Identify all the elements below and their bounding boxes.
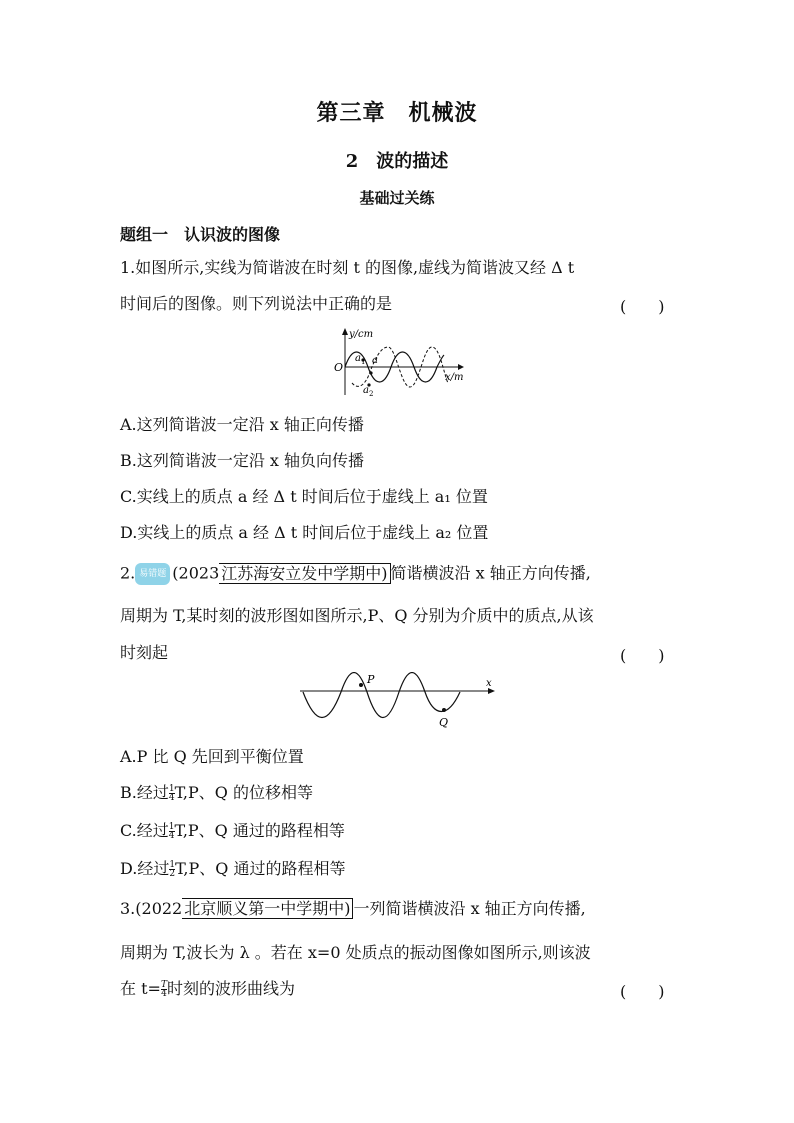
q1-option-a: A.这列简谐波一定沿 x 轴正向传播 xyxy=(120,415,364,434)
section-title: 2 波的描述 xyxy=(345,151,449,172)
q2-x-label: x xyxy=(486,678,492,689)
q2-point-p xyxy=(359,683,363,687)
q1-a1-label: a xyxy=(355,353,361,364)
q2-option-c-pre: C.经过 xyxy=(120,821,169,840)
q1-y-label: y/cm xyxy=(349,329,374,340)
q3-line3-pre: 在 t= xyxy=(120,979,161,998)
q2-wave-figure xyxy=(298,672,498,732)
fraction-denominator: 4 xyxy=(161,989,167,999)
fraction-denominator: 4 xyxy=(168,831,175,841)
q2-option-c xyxy=(120,818,345,841)
q2-answer-paren: ( ) xyxy=(620,646,665,665)
fraction-denominator: 4 xyxy=(168,793,175,803)
q2-option-d xyxy=(120,856,345,879)
q2-wave xyxy=(303,673,460,718)
q3-source-school: 北京顺义第一中学期中) xyxy=(182,898,353,919)
q2-tag-badge: 易错题 xyxy=(135,563,170,585)
q2-p-label: P xyxy=(367,673,375,686)
q2-option-d-pre: D.经过 xyxy=(120,859,170,878)
q2-line1-rest: 简谐横波沿 x 轴正方向传播, xyxy=(390,563,591,583)
q2-source-school: 江苏海安立发中学期中) xyxy=(219,563,390,584)
q1-option-b: B.这列简谐波一定沿 x 轴负向传播 xyxy=(120,451,365,470)
q3-line2: 周期为 T,波长为 λ 。若在 x=0 处质点的振动图像如图所示,则该波 xyxy=(120,943,591,962)
q3-line1 xyxy=(120,899,586,919)
q2-line3: 时刻起 xyxy=(120,643,169,662)
fraction-denominator: 2 xyxy=(169,869,176,879)
fraction-numerator: 1 xyxy=(168,822,175,832)
q2-number: 2. xyxy=(120,563,136,583)
q1-x-label: x/m xyxy=(445,372,464,383)
q1-a-label: a xyxy=(372,355,378,366)
q3-answer-paren: ( ) xyxy=(620,982,665,1001)
q3-line3 xyxy=(120,979,295,999)
q1-point-a xyxy=(369,371,372,374)
chapter-title: 第三章 机械波 xyxy=(316,100,478,126)
q1-answer-paren: ( ) xyxy=(620,297,665,316)
fraction-numerator: 1 xyxy=(169,860,176,870)
q2-line1 xyxy=(120,563,591,585)
q2-source-year: (2023 xyxy=(172,563,220,583)
q3-line3-post: 时刻的波形曲线为 xyxy=(166,979,295,998)
q2-option-b-post: T,P、Q 的位移相等 xyxy=(174,783,313,802)
fraction-numerator: 1 xyxy=(168,784,175,794)
q1-option-d: D.实线上的质点 a 经 Δ t 时间后位于虚线上 a₂ 位置 xyxy=(120,523,489,542)
q2-point-q xyxy=(442,708,446,712)
q2-q-label: Q xyxy=(439,716,449,729)
q3-source-year: (2022 xyxy=(135,899,183,918)
q1-origin-label: O xyxy=(334,361,344,374)
fraction-numerator: T xyxy=(160,980,167,990)
q1-a2-label: a xyxy=(363,385,369,396)
q2-option-b-pre: B.经过 xyxy=(120,783,169,802)
q1-line2: 时间后的图像。则下列说法中正确的是 xyxy=(120,294,393,313)
q2-option-a: A.P 比 Q 先回到平衡位置 xyxy=(120,747,304,766)
q1-line1: 1.如图所示,实线为简谐波在时刻 t 的图像,虚线为简谐波又经 Δ t xyxy=(120,258,575,277)
q2-option-d-post: T,P、Q 通过的路程相等 xyxy=(175,859,346,878)
q3-line1-rest: 一列简谐横波沿 x 轴正方向传播, xyxy=(353,899,586,918)
q1-a1-sub: 1 xyxy=(361,358,366,366)
q1-x-arrow xyxy=(458,364,464,370)
subtitle: 基础过关练 xyxy=(359,189,435,207)
q1-option-c: C.实线上的质点 a 经 Δ t 时间后位于虚线上 a₁ 位置 xyxy=(120,487,488,506)
q3-number: 3. xyxy=(120,899,136,918)
q1-wave-figure xyxy=(330,325,465,400)
q2-line2: 周期为 T,某时刻的波形图如图所示,P、Q 分别为介质中的质点,从该 xyxy=(120,606,594,625)
q2-option-b xyxy=(120,780,313,803)
q1-a2-sub: 2 xyxy=(369,390,374,398)
q2-option-c-post: T,P、Q 通过的路程相等 xyxy=(174,821,345,840)
q1-y-arrow xyxy=(342,328,348,335)
group-title: 题组一 认识波的图像 xyxy=(120,225,281,244)
